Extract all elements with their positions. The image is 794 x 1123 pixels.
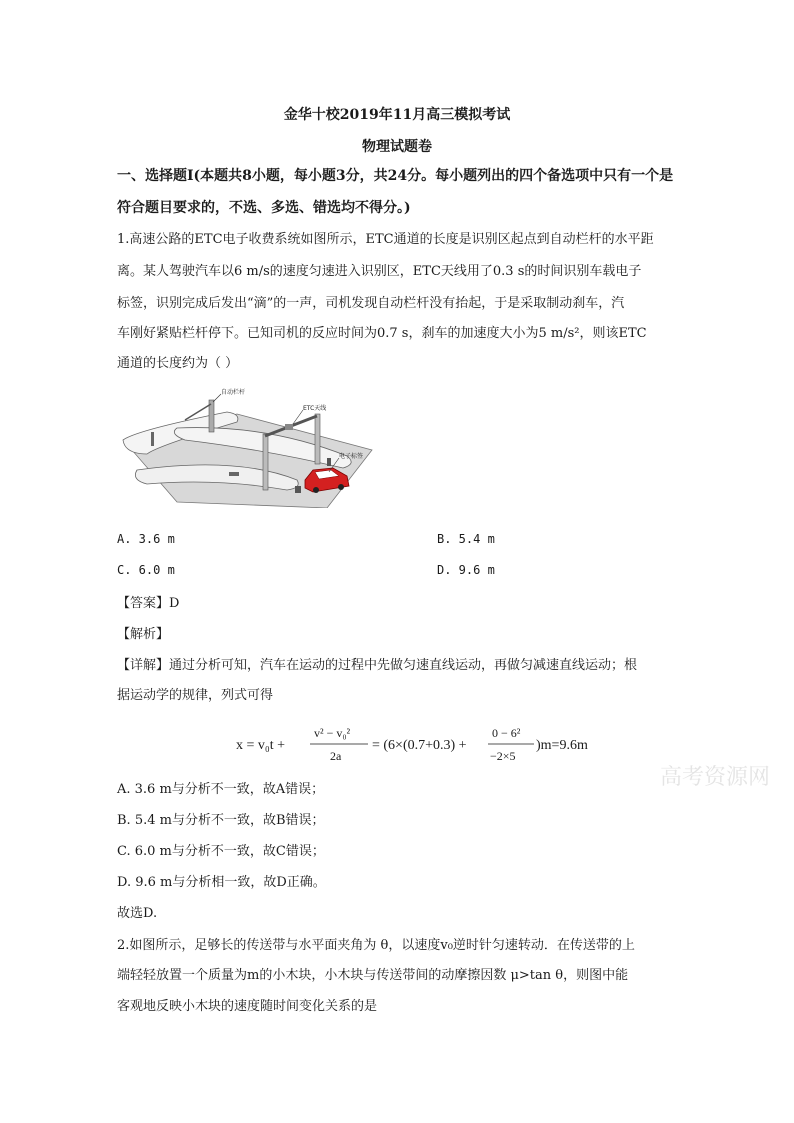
- answer-label: 【答案】D: [117, 596, 180, 611]
- option-a: A. 3.6 m: [117, 532, 175, 546]
- exam-subtitle: 物理试题卷: [362, 139, 432, 155]
- q2-stem-line-3: 客观地反映小木块的速度随时间变化关系的是: [117, 999, 378, 1014]
- reason-c: C. 6.0 m与分析不一致，故C错误；: [117, 844, 325, 859]
- etc-lane-figure: [117, 384, 377, 508]
- gantry-left-leg: [263, 434, 268, 490]
- label-etc-antenna: ETC天线: [303, 405, 327, 412]
- exam-title: 金华十校2019年11月高三模拟考试: [283, 107, 511, 123]
- sign-post: [151, 432, 154, 446]
- etc-antenna: [285, 424, 293, 430]
- conclusion: 故选D.: [117, 906, 158, 921]
- formula-lhs: x = v₀t +: [236, 738, 286, 753]
- q1-stem-line-5: 通道的长度约为（ ）: [117, 356, 239, 371]
- section-heading-line-2: 符合题目要求的，不选、多选、错选均不得分。): [117, 200, 411, 216]
- reason-b: B. 5.4 m与分析不一致，故B错误；: [117, 813, 325, 828]
- sign-post: [229, 472, 239, 476]
- q1-stem-line-3: 标签，识别完成后发出“滴”的一声，司机发现自动栏杆没有抬起，于是采取制动刹车，汽: [117, 296, 625, 311]
- formula-mid: = (6×(0.7+0.3) +: [372, 738, 467, 753]
- q2-stem-line-2: 端轻轻放置一个质量为m的小木块，小木块与传送带间的动摩擦因数 μ>tan θ，则图中能: [117, 968, 629, 983]
- gantry-right-leg: [315, 414, 320, 464]
- bollard: [327, 458, 331, 466]
- section-heading-line-1: 一、选择题Ⅰ(本题共8小题，每小题3分，共24分。每小题列出的四个备选项中只有一个是: [117, 168, 674, 184]
- option-b: B. 5.4 m: [437, 532, 495, 546]
- formula-frac2-num: 0 − 6²: [492, 726, 521, 740]
- formula-rhs: )m=9.6m: [536, 738, 588, 753]
- detail-line-2: 据运动学的规律，列式可得: [117, 688, 274, 703]
- formula-frac2-den: −2×5: [490, 749, 516, 763]
- detail-line-1: 【详解】通过分析可知，汽车在运动的过程中先做匀速直线运动，再做匀减速直线运动；根: [117, 658, 638, 673]
- q1-stem-line-2: 离。某人驾驶汽车以6 m/s的速度匀速进入识别区，ETC天线用了0.3 s的时间识别车载电子: [117, 264, 642, 279]
- watermark: 高考资源网: [660, 765, 771, 790]
- analysis-label: 【解析】: [117, 627, 170, 642]
- option-c: C. 6.0 m: [117, 563, 175, 577]
- label-auto-gate: 自动栏杆: [221, 389, 246, 396]
- q2-stem-line-1: 2.如图所示，足够长的传送带与水平面夹角为 θ，以速度v₀逆时针匀速转动．在传送带的上: [117, 938, 635, 953]
- bollard: [295, 486, 301, 493]
- reason-d: D. 9.6 m与分析相一致，故D正确。: [117, 875, 326, 890]
- reason-a: A. 3.6 m与分析不一致，故A错误；: [117, 782, 325, 797]
- option-d: D. 9.6 m: [437, 563, 495, 577]
- formula-frac1-num: v² − v₀²: [314, 726, 351, 740]
- label-electronic-tag: 电子标签: [339, 453, 364, 460]
- q1-stem-line-4: 车刚好紧贴栏杆停下。已知司机的反应时间为0.7 s，刹车的加速度大小为5 m/s²，则该ETC: [117, 326, 647, 341]
- kinematics-formula: [236, 720, 596, 770]
- q1-stem-line-1: 1.高速公路的ETC电子收费系统如图所示，ETC通道的长度是识别区起点到自动栏杆的水平距: [117, 232, 654, 247]
- formula-frac1-den: 2a: [330, 749, 342, 763]
